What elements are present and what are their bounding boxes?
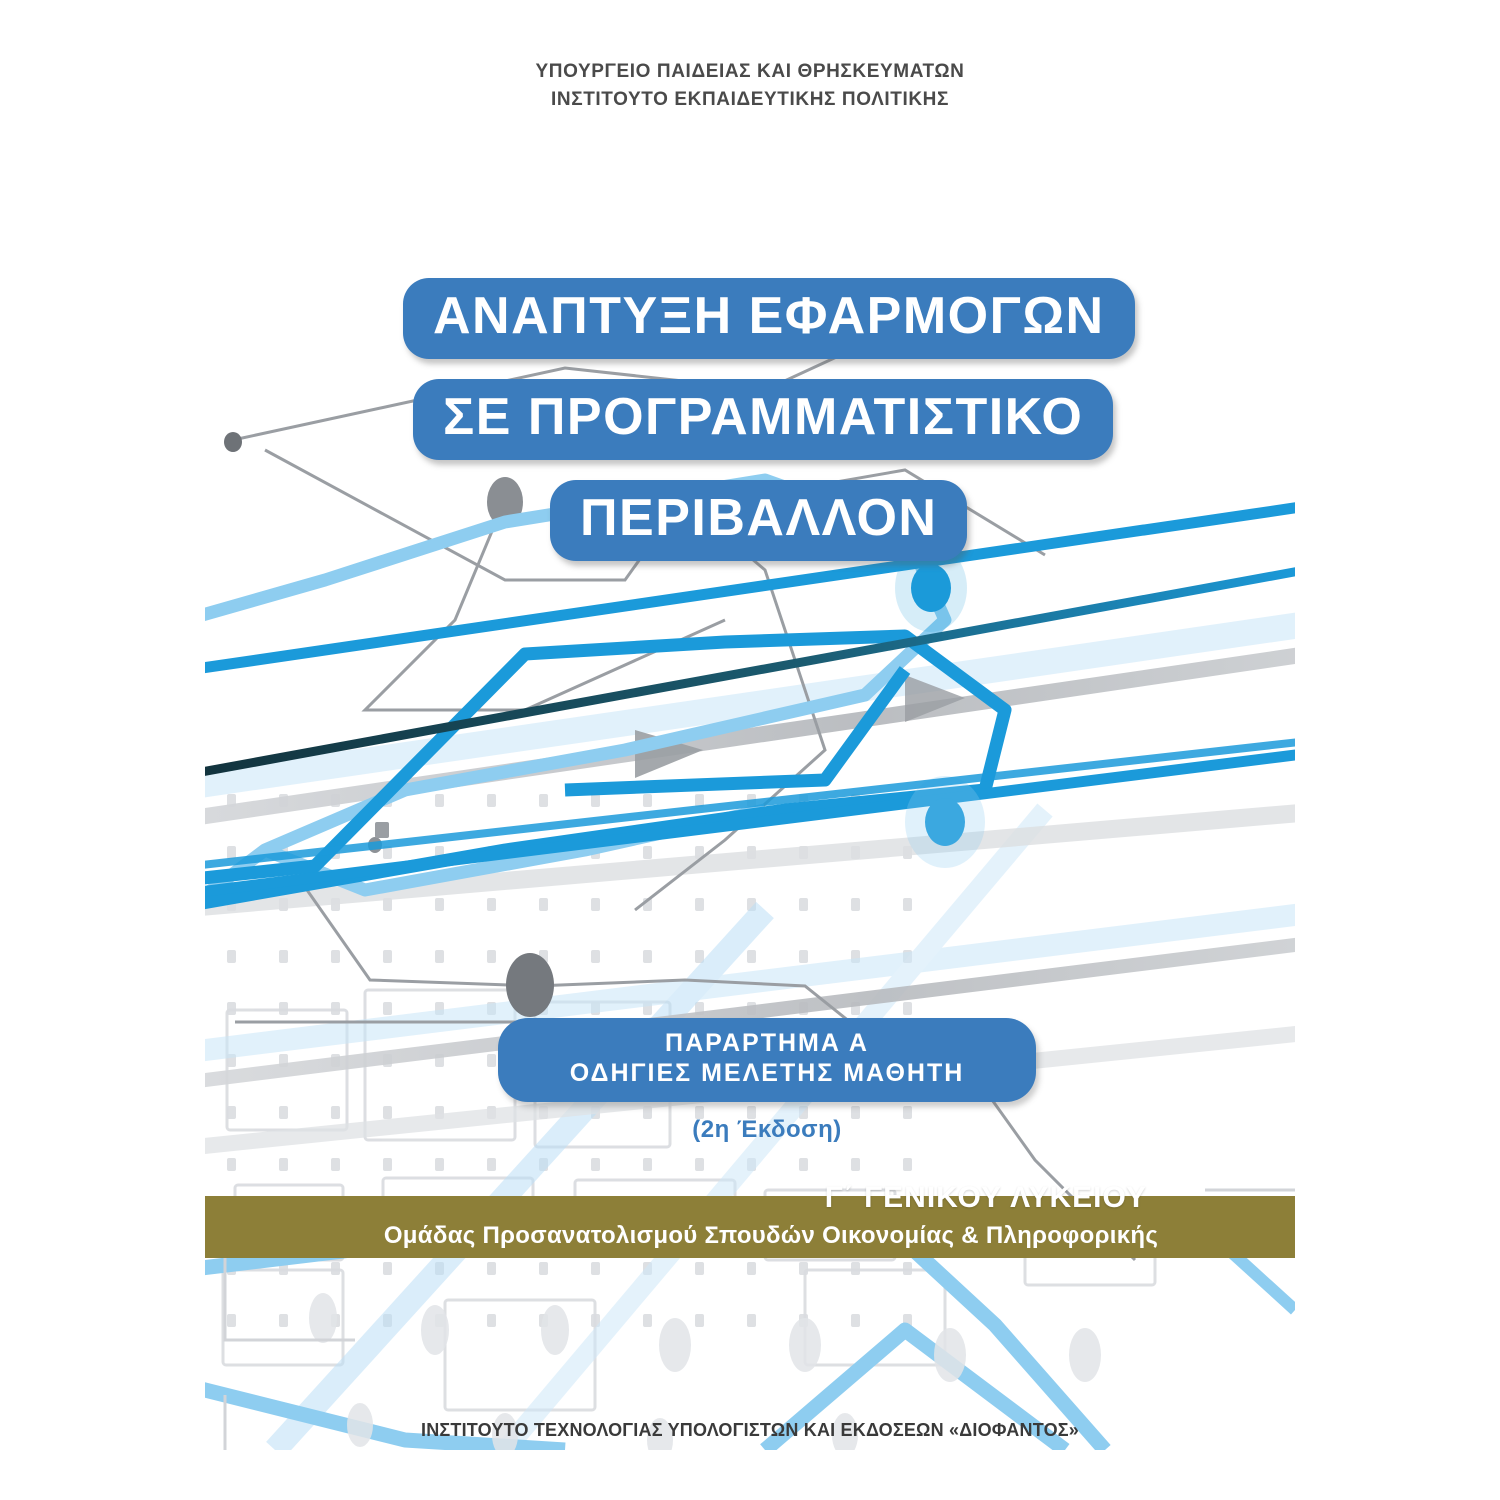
institute-line: ΙΝΣΤΙΤΟΥΤΟ ΕΚΠΑΙΔΕΥΤΙΚΗΣ ΠΟΛΙΤΙΚΗΣ <box>551 89 949 110</box>
grade-label: Γ΄ ΓΕΝΙΚΟΥ ΛΥΚΕΙΟΥ <box>824 1181 1147 1214</box>
title-stack <box>205 278 1295 581</box>
title-line-2: ΣΕ ΠΡΟΓΡΑΜΜΑΤΙΣΤΙΚΟ <box>413 379 1113 460</box>
appendix-section <box>205 1018 1295 1144</box>
publisher-footer: ΙΝΣΤΙΤΟΥΤΟ ΤΕΧΝΟΛΟΓΙΑΣ ΥΠΟΛΟΓΙΣΤΩΝ ΚΑΙ ΕΚΔΟΣΕΩΝ «ΔΙΟΦΑΝΤΟΣ» <box>421 1420 1079 1440</box>
title-row-3 <box>205 480 1295 561</box>
title-row-1 <box>205 278 1295 359</box>
orientation-label: Ομάδας Προσανατολισμού Σπουδών Οικονομίας & Πληροφορικής <box>383 1222 1159 1249</box>
ministry-line: ΥΠΟΥΡΓΕΙΟ ΠΑΙΔΕΙΑΣ ΚΑΙ ΘΡΗΣΚΕΥΜΑΤΩΝ <box>535 61 965 82</box>
title-line-1: ΑΝΑΠΤΥΞΗ ΕΦΑΡΜΟΓΩΝ <box>403 278 1135 359</box>
title-row-2 <box>205 379 1295 460</box>
publisher-header <box>0 58 1500 114</box>
edition-label: (2η Έκδοση) <box>692 1116 842 1143</box>
appendix-subtitle: ΟΔΗΓΙΕΣ ΜΕΛΕΤΗΣ ΜΑΘΗΤΗ <box>569 1059 965 1087</box>
appendix-badge <box>498 1018 1037 1102</box>
appendix-title: ΠΑΡΑΡΤΗΜΑ Α <box>665 1029 869 1057</box>
title-line-3: ΠΕΡΙΒΑΛΛΟΝ <box>550 480 967 561</box>
